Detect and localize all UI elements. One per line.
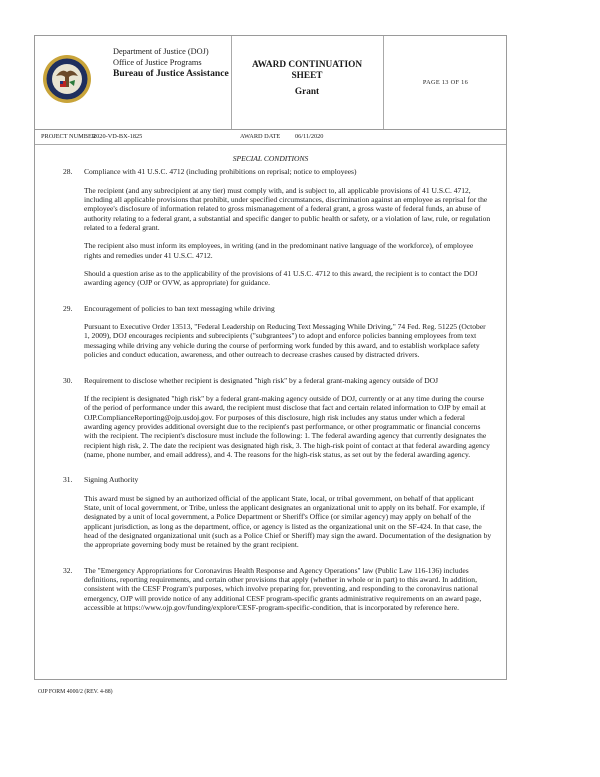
condition-number: 31. [63, 475, 73, 485]
condition-paragraph: If the recipient is designated "high risk" by a federal grant-making agency outside of DOJ, currently or at any time during the course of the period of performance under this award, the recipient must disclose that fact and certain related information to OJP by email at OJP.ComplianceReporting@ojp.usdoj.gov. For purposes of this disclosure, high risk includes any status under which a federal awarding agency provides additional oversight due to the recipient's past performance, or other programmatic or financial concerns with the recipient. The recipient's disclosure must include the following: 1. The federal awarding agency that currently designates the recipient high risk, 2. The date the recipient was designated high risk, 3. The high-risk point of contact at that federal awarding agency (name, phone number, and email address), and 4. The reasons for the high-risk status, as set out by the federal awarding agency. [84, 393, 490, 459]
agency-block [113, 46, 229, 79]
project-number-label: PROJECT NUMBER [41, 133, 96, 140]
condition-item [35, 475, 506, 549]
condition-paragraph: Should a question arise as to the applicability of the provisions of 41 U.S.C. 4712 to this award, the recipient is to contact the DOJ awarding agency (OJP or OVW, as appropriate) for guidance. [84, 269, 478, 288]
condition-item [35, 167, 506, 287]
title-line: SHEET [291, 71, 323, 81]
award-continuation-sheet [34, 35, 507, 680]
title-line: AWARD CONTINUATION [251, 60, 363, 70]
section-title: SPECIAL CONDITIONS [232, 154, 309, 163]
agency-bja: Bureau of Justice Assistance [113, 68, 229, 79]
condition-item [35, 566, 506, 613]
project-row [35, 129, 506, 145]
condition-number: 29. [63, 303, 73, 313]
condition-heading: Requirement to disclose whether recipient is designated "high risk" by a federal grant-making agency outside of DOJ [84, 375, 439, 385]
condition-number: 30. [63, 375, 73, 385]
project-number: 2020-VD-BX-1825 [93, 133, 143, 140]
condition-item [35, 376, 506, 460]
condition-heading: Encouragement of policies to ban text messaging while driving [84, 303, 275, 313]
condition-paragraph: The recipient also must inform its employees, in writing (and in the predominant native language of the workforce), of employee rights and remedies under 41 U.S.C. 4712. [84, 241, 474, 260]
header [35, 36, 506, 130]
conditions-body [35, 154, 506, 612]
condition-paragraph: The recipient (and any subrecipient at any tier) must comply with, and is subject to, all applicable provisions of 41 U.S.C. 4712, including all applicable provisions that prohibit, under specified circumstances, discrimination against an employee as reprisal for the employee's disclosure of information related to gross mismanagement of a federal grant, a gross waste of federal funds, an abuse of authority relating to a federal grant, a substantial and specific danger to public health or safety, or a violation of law, rule, or regulation related to a federal grant. [84, 185, 491, 233]
award-date: 06/11/2020 [295, 133, 324, 140]
doj-seal-icon [42, 54, 92, 104]
condition-paragraph: Pursuant to Executive Order 13513, "Federal Leadership on Reducing Text Messaging While Driving," 74 Fed. Reg. 51225 (October 1, 2009), DOJ encourages recipients and subrecipients ("subgrantees") to adopt and enforce policies banning employees from text messaging while driving any vehicle during the course of performing work funded by this award, and to establish workplace safety policies and conduct education, awareness, and other outreach to decrease crashes caused by distracted drivers. [84, 322, 486, 360]
condition-heading: Compliance with 41 U.S.C. 4712 (including prohibitions on reprisal; notice to employees) [84, 167, 357, 177]
condition-number: 32. [63, 565, 73, 575]
page-number: PAGE 13 OF 16 [422, 79, 469, 86]
condition-number: 28. [63, 167, 73, 177]
condition-item [35, 304, 506, 360]
condition-paragraph: This award must be signed by an authorized official of the applicant State, local, or tribal government, on behalf of that applicant State, unit of local government, or Tribe, unless the applicant designates an organizational unit to apply on its behalf. For example, if designated by a unit of local government, a Police Department or Sheriff's Office (or similar agency) may apply on behalf of the applicant jurisdiction, as long as the department, office, or agency is listed as the organizational unit on the SF-424. In that case, the head of the designated organizational unit (such as a Police Chief or Sheriff) may sign the award. Documentation of the designation by the appropriate governing body must be retained by the grant recipient. [84, 493, 492, 550]
agency-ojp: Office of Justice Programs [113, 58, 202, 67]
form-number: OJP FORM 4000/2 (REV. 4-88) [38, 689, 113, 695]
award-date-label: AWARD DATE [240, 133, 281, 140]
title-grant: Grant [294, 87, 320, 97]
agency-doj: Department of Justice (DOJ) [113, 47, 209, 56]
form-title [231, 60, 383, 98]
condition-heading: Signing Authority [84, 475, 139, 485]
condition-heading: The "Emergency Appropriations for Coronavirus Health Response and Agency Operations" law (Public Law 116-136) includes definitions, reporting requirements, and certain other provisions that apply (whether in whole or in part) to this award. In addition, consistent with the CESF Program's purposes, which involve preparing for, preventing, and responding to the coronavirus national emergency, OJP will provide notice of any additional CESF program-specific grants administrative requirements on an award page, accessible at https://www.ojp.gov/funding/explore/CESF-program-specific-condition, that is incorporated by reference here. [84, 565, 482, 613]
